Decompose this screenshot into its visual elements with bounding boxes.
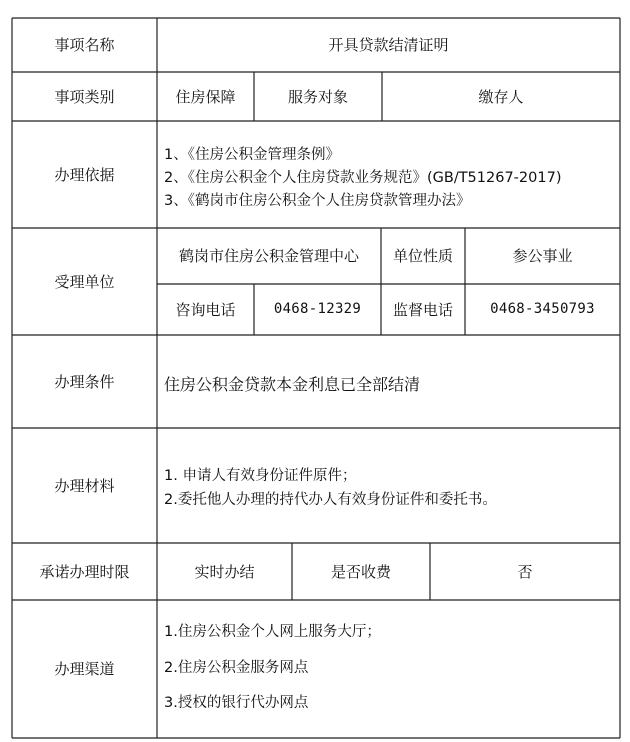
basis-item: 3、《鹤岗市住房公积金个人住房贷款管理办法》 [164, 193, 471, 209]
consult-phone-value: 0468-12329 [273, 301, 362, 318]
channels-list [164, 600, 616, 738]
materials-list [164, 428, 616, 543]
fee-label: 是否收费 [330, 562, 391, 581]
supervise-phone-value: 0468-3450793 [490, 301, 595, 318]
service-target-label: 服务对象 [287, 87, 348, 106]
item-type-label: 事项类别 [54, 87, 115, 106]
channel-item: 2.住房公积金服务网点 [164, 660, 309, 676]
channel-item: 3.授权的银行代办网点 [164, 695, 309, 711]
channels-label: 办理渠道 [54, 660, 115, 678]
condition-label: 办理条件 [54, 372, 115, 391]
materials-label: 办理材料 [54, 476, 115, 495]
time-limit-value: 实时办结 [194, 562, 255, 581]
supervise-phone-label: 监督电话 [392, 300, 453, 319]
unit-label: 受理单位 [54, 272, 115, 291]
basis-label: 办理依据 [54, 165, 115, 184]
unit-nature-value: 参公事业 [512, 247, 573, 265]
condition-block [164, 335, 616, 428]
time-limit-label: 承诺办理时限 [39, 562, 130, 581]
item-name-value: 开具贷款结清证明 [328, 36, 449, 54]
unit-nature-label: 单位性质 [392, 247, 453, 265]
service-target-value: 缴存人 [478, 87, 524, 106]
condition-value: 住房公积金贷款本金利息已全部结清 [164, 375, 421, 394]
item-name-label: 事项名称 [54, 36, 115, 54]
unit-org-name: 鹤岗市住房公积金管理中心 [178, 247, 359, 265]
materials-item: 1. 申请人有效身份证件原件； [164, 468, 357, 484]
basis-list [164, 121, 616, 228]
item-type-category: 住房保障 [175, 87, 236, 106]
channel-item: 1.住房公积金个人网上服务大厅； [164, 624, 381, 640]
fee-value: 否 [517, 562, 533, 581]
basis-item: 2、《住房公积金个人住房贷款业务规范》(GB/T51267-2017) [164, 170, 562, 186]
consult-phone-label: 咨询电话 [175, 300, 236, 319]
basis-item: 1、《住房公积金管理条例》 [164, 147, 340, 163]
materials-item: 2.委托他人办理的持代办人有效身份证件和委托书。 [164, 492, 497, 508]
